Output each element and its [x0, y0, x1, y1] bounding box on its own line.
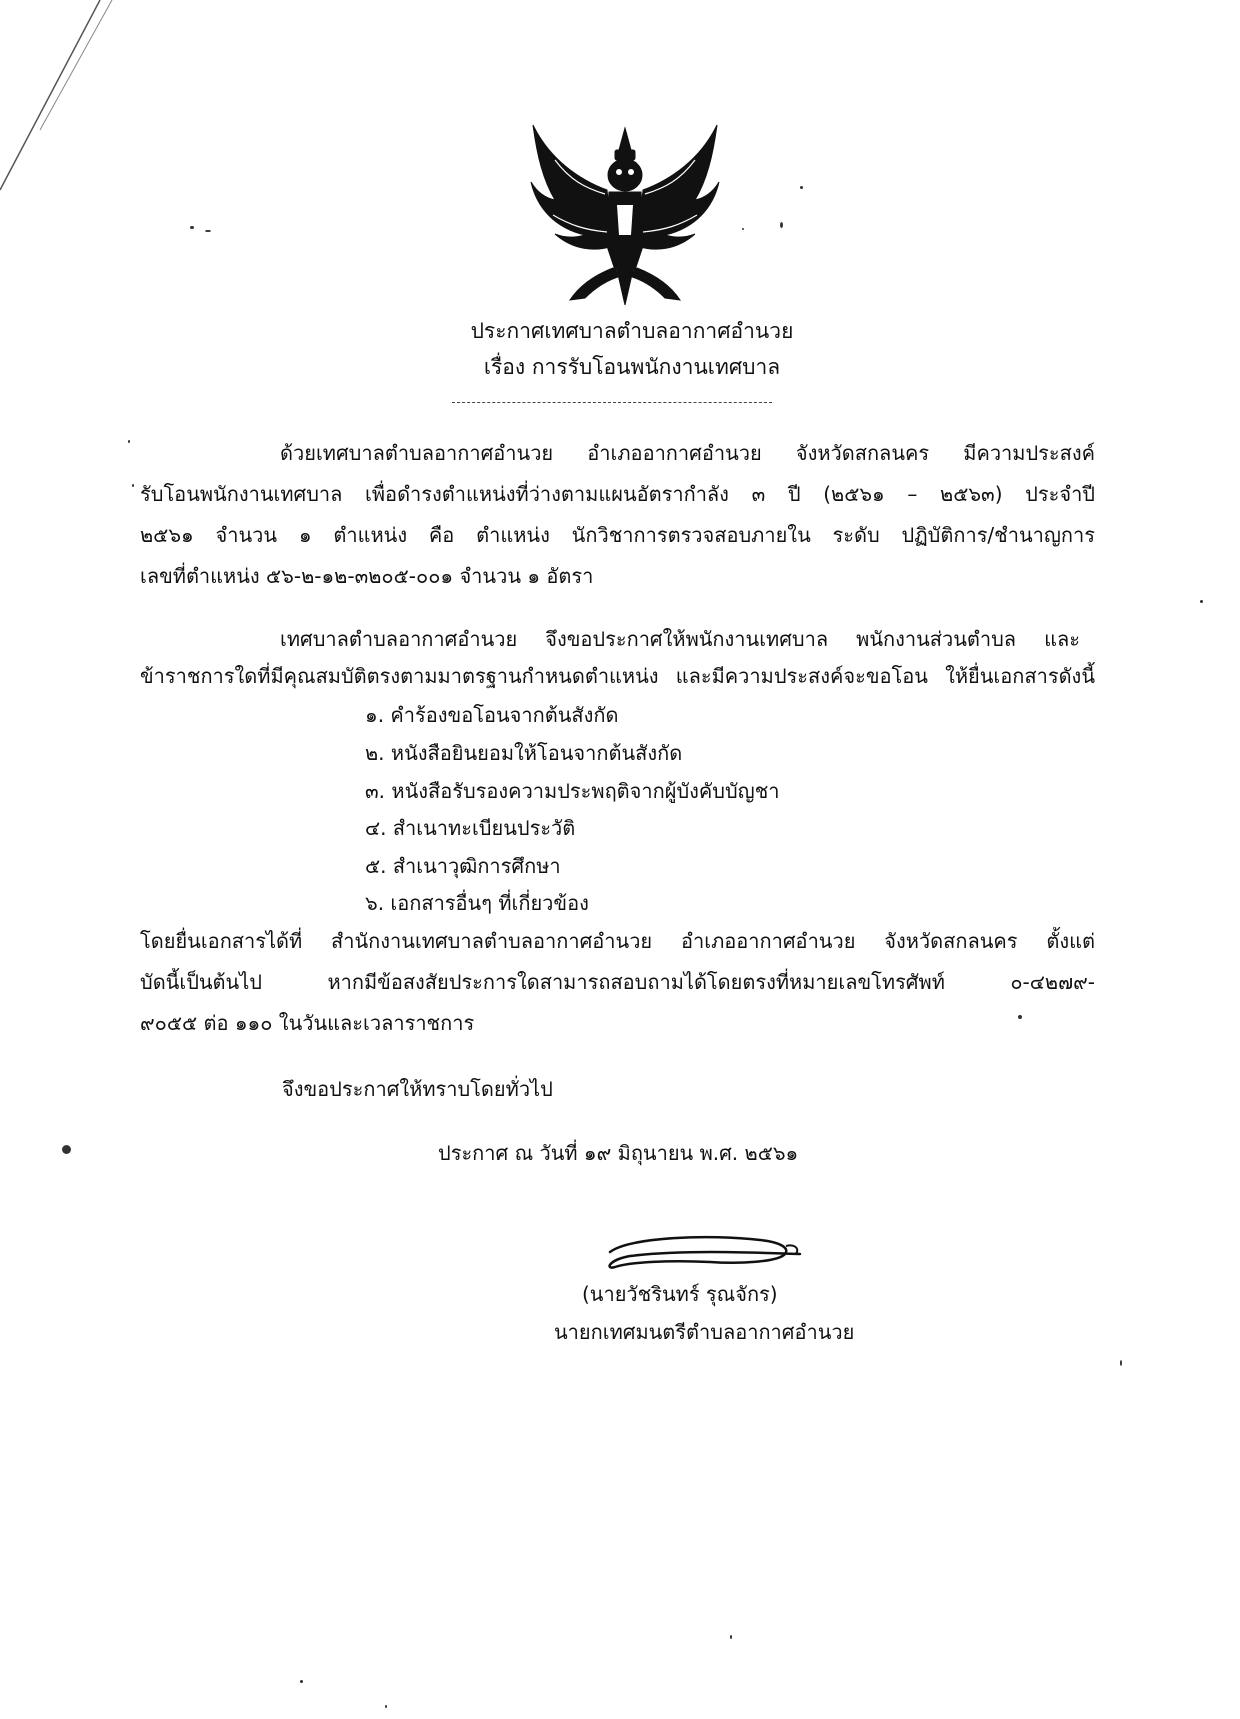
- scan-speck: [190, 226, 194, 229]
- document-item: ๖. เอกสารอื่นๆ ที่เกี่ยวข้อง: [365, 891, 589, 915]
- announcement-title: ประกาศเทศบาลตำบลอากาศอำนวย: [470, 319, 794, 343]
- closing-statement: จึงขอประกาศให้ทราบโดยทั่วไป: [282, 1077, 553, 1101]
- document-item: ๑. คำร้องขอโอนจากต้นสังกัด: [365, 703, 619, 727]
- scan-speck: [800, 186, 803, 189]
- signer-position: นายกเทศมนตรีตำบลอากาศอำนวย: [554, 1320, 855, 1344]
- paragraph1-line4: เลขที่ตำแหน่ง ๕๖-๒-๑๒-๓๒๐๕-๐๐๑ จำนวน ๑ อัตรา: [140, 564, 594, 588]
- scan-edge-line: [0, 0, 120, 200]
- scan-speck: [132, 484, 134, 487]
- scan-speck: [1018, 1015, 1022, 1019]
- garuda-emblem-icon: [525, 120, 725, 310]
- scan-speck: [1120, 1360, 1122, 1366]
- paragraph3-line1: โดยยื่นเอกสารได้ที่ สำนักงานเทศบาลตำบลอากาศอำนวย อำเภออากาศอำนวย จังหวัดสกลนคร ตั้งแต่: [140, 929, 1095, 953]
- document-item: ๒. หนังสือยินยอมให้โอนจากต้นสังกัด: [365, 741, 683, 765]
- scan-speck: [205, 230, 211, 232]
- scan-speck: [1200, 600, 1203, 603]
- document-item: ๓. หนังสือรับรองความประพฤติจากผู้บังคับบัญชา: [365, 779, 780, 803]
- paragraph1-line3: ๒๕๖๑ จำนวน ๑ ตำแหน่ง คือ ตำแหน่ง นักวิชาการตรวจสอบภายใน ระดับ ปฏิบัติการ/ชำนาญการ: [140, 523, 1095, 547]
- announcement-date: ประกาศ ณ วันที่ ๑๙ มิถุนายน พ.ศ. ๒๕๖๑: [438, 1141, 799, 1165]
- paragraph3-line3: ๙๐๕๕ ต่อ ๑๑๐ ในวันและเวลาราชการ: [140, 1011, 475, 1035]
- scan-speck: [300, 1680, 303, 1683]
- scan-speck: [730, 1635, 732, 1639]
- handwritten-signature: [590, 1222, 820, 1282]
- announcement-subject: เรื่อง การรับโอนพนักงานเทศบาล: [483, 355, 781, 379]
- title-divider: [452, 402, 772, 403]
- paragraph2-line1: เทศบาลตำบลอากาศอำนวย จึงขอประกาศให้พนักงานเทศบาล พนักงานส่วนตำบล และ: [280, 627, 1080, 651]
- scan-speck: [385, 1705, 387, 1708]
- signer-name: (นายวัชรินทร์ รุณจักร): [582, 1282, 778, 1306]
- paragraph2-line2: ข้าราชการใดที่มีคุณสมบัติตรงตามมาตรฐานกำหนดตำแหน่ง และมีความประสงค์จะขอโอน ให้ยื่นเอกสารดังนี้: [140, 664, 1095, 688]
- paragraph3-line2: บัดนี้เป็นต้นไป หากมีข้อสงสัยประการใดสามารถสอบถามได้โดยตรงที่หมายเลขโทรศัพท์ ๐-๔๒๗๙-: [140, 970, 1095, 994]
- scan-speck: [780, 222, 783, 228]
- document-item: ๔. สำเนาทะเบียนประวัติ: [365, 816, 576, 840]
- paragraph1-line2: รับโอนพนักงานเทศบาล เพื่อดำรงตำแหน่งที่ว่างตามแผนอัตรากำลัง ๓ ปี (๒๕๖๑ – ๒๕๖๓) ประจำปี: [140, 482, 1095, 506]
- paragraph1-line1: ด้วยเทศบาลตำบลอากาศอำนวย อำเภออากาศอำนวย จังหวัดสกลนคร มีความประสงค์: [280, 441, 1095, 465]
- scan-speck: [742, 228, 744, 230]
- scan-speck: [128, 440, 130, 443]
- document-item: ๕. สำเนาวุฒิการศึกษา: [365, 854, 561, 878]
- scan-speck: [62, 1145, 71, 1154]
